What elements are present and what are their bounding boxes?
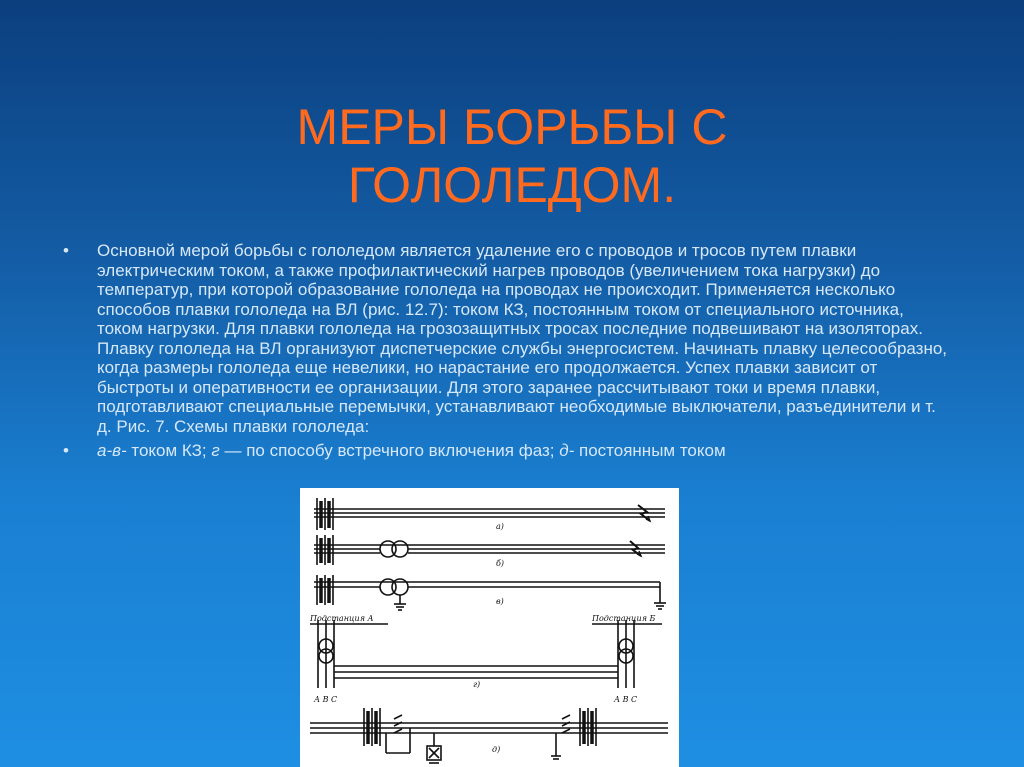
caption-part-6: постоянным током xyxy=(574,441,726,460)
caption-part-1: а-в- xyxy=(97,441,127,460)
caption-text xyxy=(97,441,952,461)
caption-part-5: д- xyxy=(559,441,575,460)
caption-part-3: г xyxy=(211,441,220,460)
substation-a-label: Подстанция А xyxy=(310,614,374,623)
phases-right-label: А В С xyxy=(614,695,638,704)
scheme-v xyxy=(314,575,666,610)
scheme-g xyxy=(309,614,662,704)
bullet-icon: • xyxy=(63,441,69,460)
title-line-1: МЕРЫ БОРЬБЫ С xyxy=(296,99,728,155)
label-b: б) xyxy=(496,559,505,568)
scheme-b xyxy=(314,535,665,568)
label-v: в) xyxy=(496,597,504,606)
label-d: д) xyxy=(492,745,501,754)
bullet-item-main xyxy=(63,241,963,436)
slide-title xyxy=(150,98,874,214)
caption-part-4: — по способу встречного включения фаз; xyxy=(219,441,560,460)
bullet-item-caption xyxy=(63,441,963,461)
bullet-icon: • xyxy=(63,241,69,260)
caption-part-2: током КЗ; xyxy=(126,441,212,460)
bullet-list xyxy=(63,241,963,461)
label-a: а) xyxy=(496,522,504,531)
scheme-d xyxy=(310,708,668,763)
title-line-2: ГОЛОЛЕДОМ. xyxy=(347,157,677,213)
substation-b-label: Подстанция Б xyxy=(592,614,656,623)
scheme-a xyxy=(314,498,665,531)
phases-left-label: А В С xyxy=(314,695,338,704)
label-g: г) xyxy=(473,680,481,689)
ice-melting-diagram xyxy=(300,488,679,767)
main-paragraph: Основной мерой борьбы с гололедом является удаление его с проводов и тросов путем плавки электрическим током, а также профилактический нагрев проводов (увеличением тока нагрузки) до температур, при которой образование гололеда на проводах не происходит. Применяется несколько способов плавки гололеда на ВЛ (рис. 12.7): током КЗ, постоянным током от специального источника, током нагрузки. Для плавки гололеда на грозозащитных тросах последние подвешивают на изоляторах. Плавку гололеда на ВЛ организуют диспетчерские службы энергосистем. Начинать плавку целесообразно, когда размеры гололеда еще невелики, но нарастание его продолжается. Успех плавки зависит от быстроты и оперативности ее организации. Для этого заранее рассчитывают токи и время плавки, подготавливают специальные перемычки, устанавливают необходимые выключатели, разъединители и т. д. Рис. 7. Схемы плавки гололеда: xyxy=(97,241,948,436)
